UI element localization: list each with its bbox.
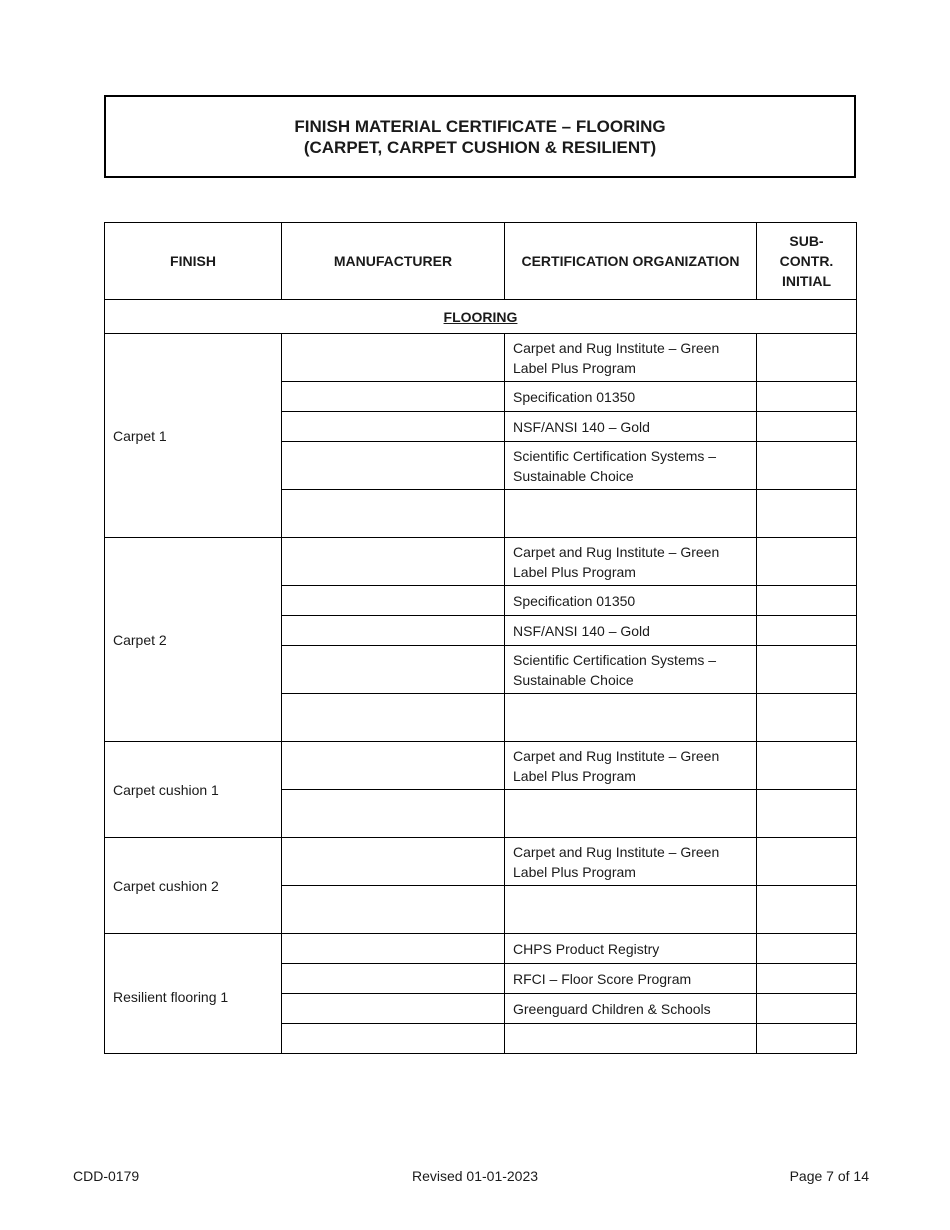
certification-cell: Scientific Certification Systems – Sustainable Choice: [505, 646, 757, 694]
initial-cell[interactable]: [757, 964, 857, 994]
col-header-sub-line1: SUB- CONTR.: [779, 233, 834, 269]
col-header-certification: CERTIFICATION ORGANIZATION: [505, 223, 757, 300]
finish-cell: Resilient flooring 1: [105, 934, 282, 1054]
table-row: [105, 334, 857, 382]
section-title: FLOORING: [105, 300, 857, 334]
certificate-table: [104, 222, 857, 1054]
initial-cell[interactable]: [757, 694, 857, 742]
col-header-sub-initial: [757, 223, 857, 300]
manufacturer-cell[interactable]: [282, 994, 505, 1024]
initial-cell[interactable]: [757, 412, 857, 442]
footer-doc-id: CDD-0179: [73, 1168, 140, 1184]
manufacturer-cell[interactable]: [282, 886, 505, 934]
manufacturer-cell[interactable]: [282, 382, 505, 412]
manufacturer-cell[interactable]: [282, 490, 505, 538]
header-row: [105, 223, 857, 300]
initial-cell[interactable]: [757, 490, 857, 538]
manufacturer-cell[interactable]: [282, 334, 505, 382]
finish-cell: Carpet 2: [105, 538, 282, 742]
manufacturer-cell[interactable]: [282, 964, 505, 994]
manufacturer-cell[interactable]: [282, 586, 505, 616]
certification-cell[interactable]: [505, 490, 757, 538]
title-line-1: FINISH MATERIAL CERTIFICATE – FLOORING: [294, 116, 666, 136]
initial-cell[interactable]: [757, 742, 857, 790]
manufacturer-cell[interactable]: [282, 934, 505, 964]
initial-cell[interactable]: [757, 838, 857, 886]
finish-cell: Carpet cushion 2: [105, 838, 282, 934]
table-row: [105, 934, 857, 964]
manufacturer-cell[interactable]: [282, 538, 505, 586]
certification-cell: Specification 01350: [505, 382, 757, 412]
footer-revised: Revised 01-01-2023: [411, 1168, 539, 1184]
col-header-manufacturer: MANUFACTURER: [282, 223, 505, 300]
initial-cell[interactable]: [757, 994, 857, 1024]
initial-cell[interactable]: [757, 616, 857, 646]
finish-cell: Carpet 1: [105, 334, 282, 538]
certification-cell[interactable]: [505, 790, 757, 838]
manufacturer-cell[interactable]: [282, 412, 505, 442]
certification-cell: Specification 01350: [505, 586, 757, 616]
certification-cell: CHPS Product Registry: [505, 934, 757, 964]
initial-cell[interactable]: [757, 886, 857, 934]
footer-page-number: Page 7 of 14: [789, 1168, 869, 1184]
certification-cell: Carpet and Rug Institute – Green Label Plus Program: [505, 538, 757, 586]
certification-cell: Carpet and Rug Institute – Green Label Plus Program: [505, 838, 757, 886]
certification-cell: Scientific Certification Systems – Sustainable Choice: [505, 442, 757, 490]
section-row: [105, 300, 857, 334]
manufacturer-cell[interactable]: [282, 616, 505, 646]
table-row: [105, 742, 857, 790]
certification-cell: Carpet and Rug Institute – Green Label Plus Program: [505, 334, 757, 382]
initial-cell[interactable]: [757, 646, 857, 694]
col-header-finish: FINISH: [105, 223, 282, 300]
certification-cell[interactable]: [505, 886, 757, 934]
col-header-sub-line2: INITIAL: [782, 273, 831, 289]
initial-cell[interactable]: [757, 442, 857, 490]
table-row: [105, 538, 857, 586]
manufacturer-cell[interactable]: [282, 646, 505, 694]
manufacturer-cell[interactable]: [282, 442, 505, 490]
certification-cell: Greenguard Children & Schools: [505, 994, 757, 1024]
manufacturer-cell[interactable]: [282, 838, 505, 886]
initial-cell[interactable]: [757, 538, 857, 586]
certification-cell[interactable]: [505, 694, 757, 742]
title-line-2: (CARPET, CARPET CUSHION & RESILIENT): [303, 137, 657, 157]
initial-cell[interactable]: [757, 334, 857, 382]
initial-cell[interactable]: [757, 934, 857, 964]
manufacturer-cell[interactable]: [282, 742, 505, 790]
certification-cell: NSF/ANSI 140 – Gold: [505, 412, 757, 442]
manufacturer-cell[interactable]: [282, 1024, 505, 1054]
certification-cell[interactable]: [505, 1024, 757, 1054]
initial-cell[interactable]: [757, 382, 857, 412]
certification-cell: RFCI – Floor Score Program: [505, 964, 757, 994]
initial-cell[interactable]: [757, 586, 857, 616]
manufacturer-cell[interactable]: [282, 790, 505, 838]
title-box: [104, 95, 856, 178]
initial-cell[interactable]: [757, 790, 857, 838]
initial-cell[interactable]: [757, 1024, 857, 1054]
table-row: [105, 838, 857, 886]
manufacturer-cell[interactable]: [282, 694, 505, 742]
finish-cell: Carpet cushion 1: [105, 742, 282, 838]
certification-cell: Carpet and Rug Institute – Green Label Plus Program: [505, 742, 757, 790]
certification-cell: NSF/ANSI 140 – Gold: [505, 616, 757, 646]
